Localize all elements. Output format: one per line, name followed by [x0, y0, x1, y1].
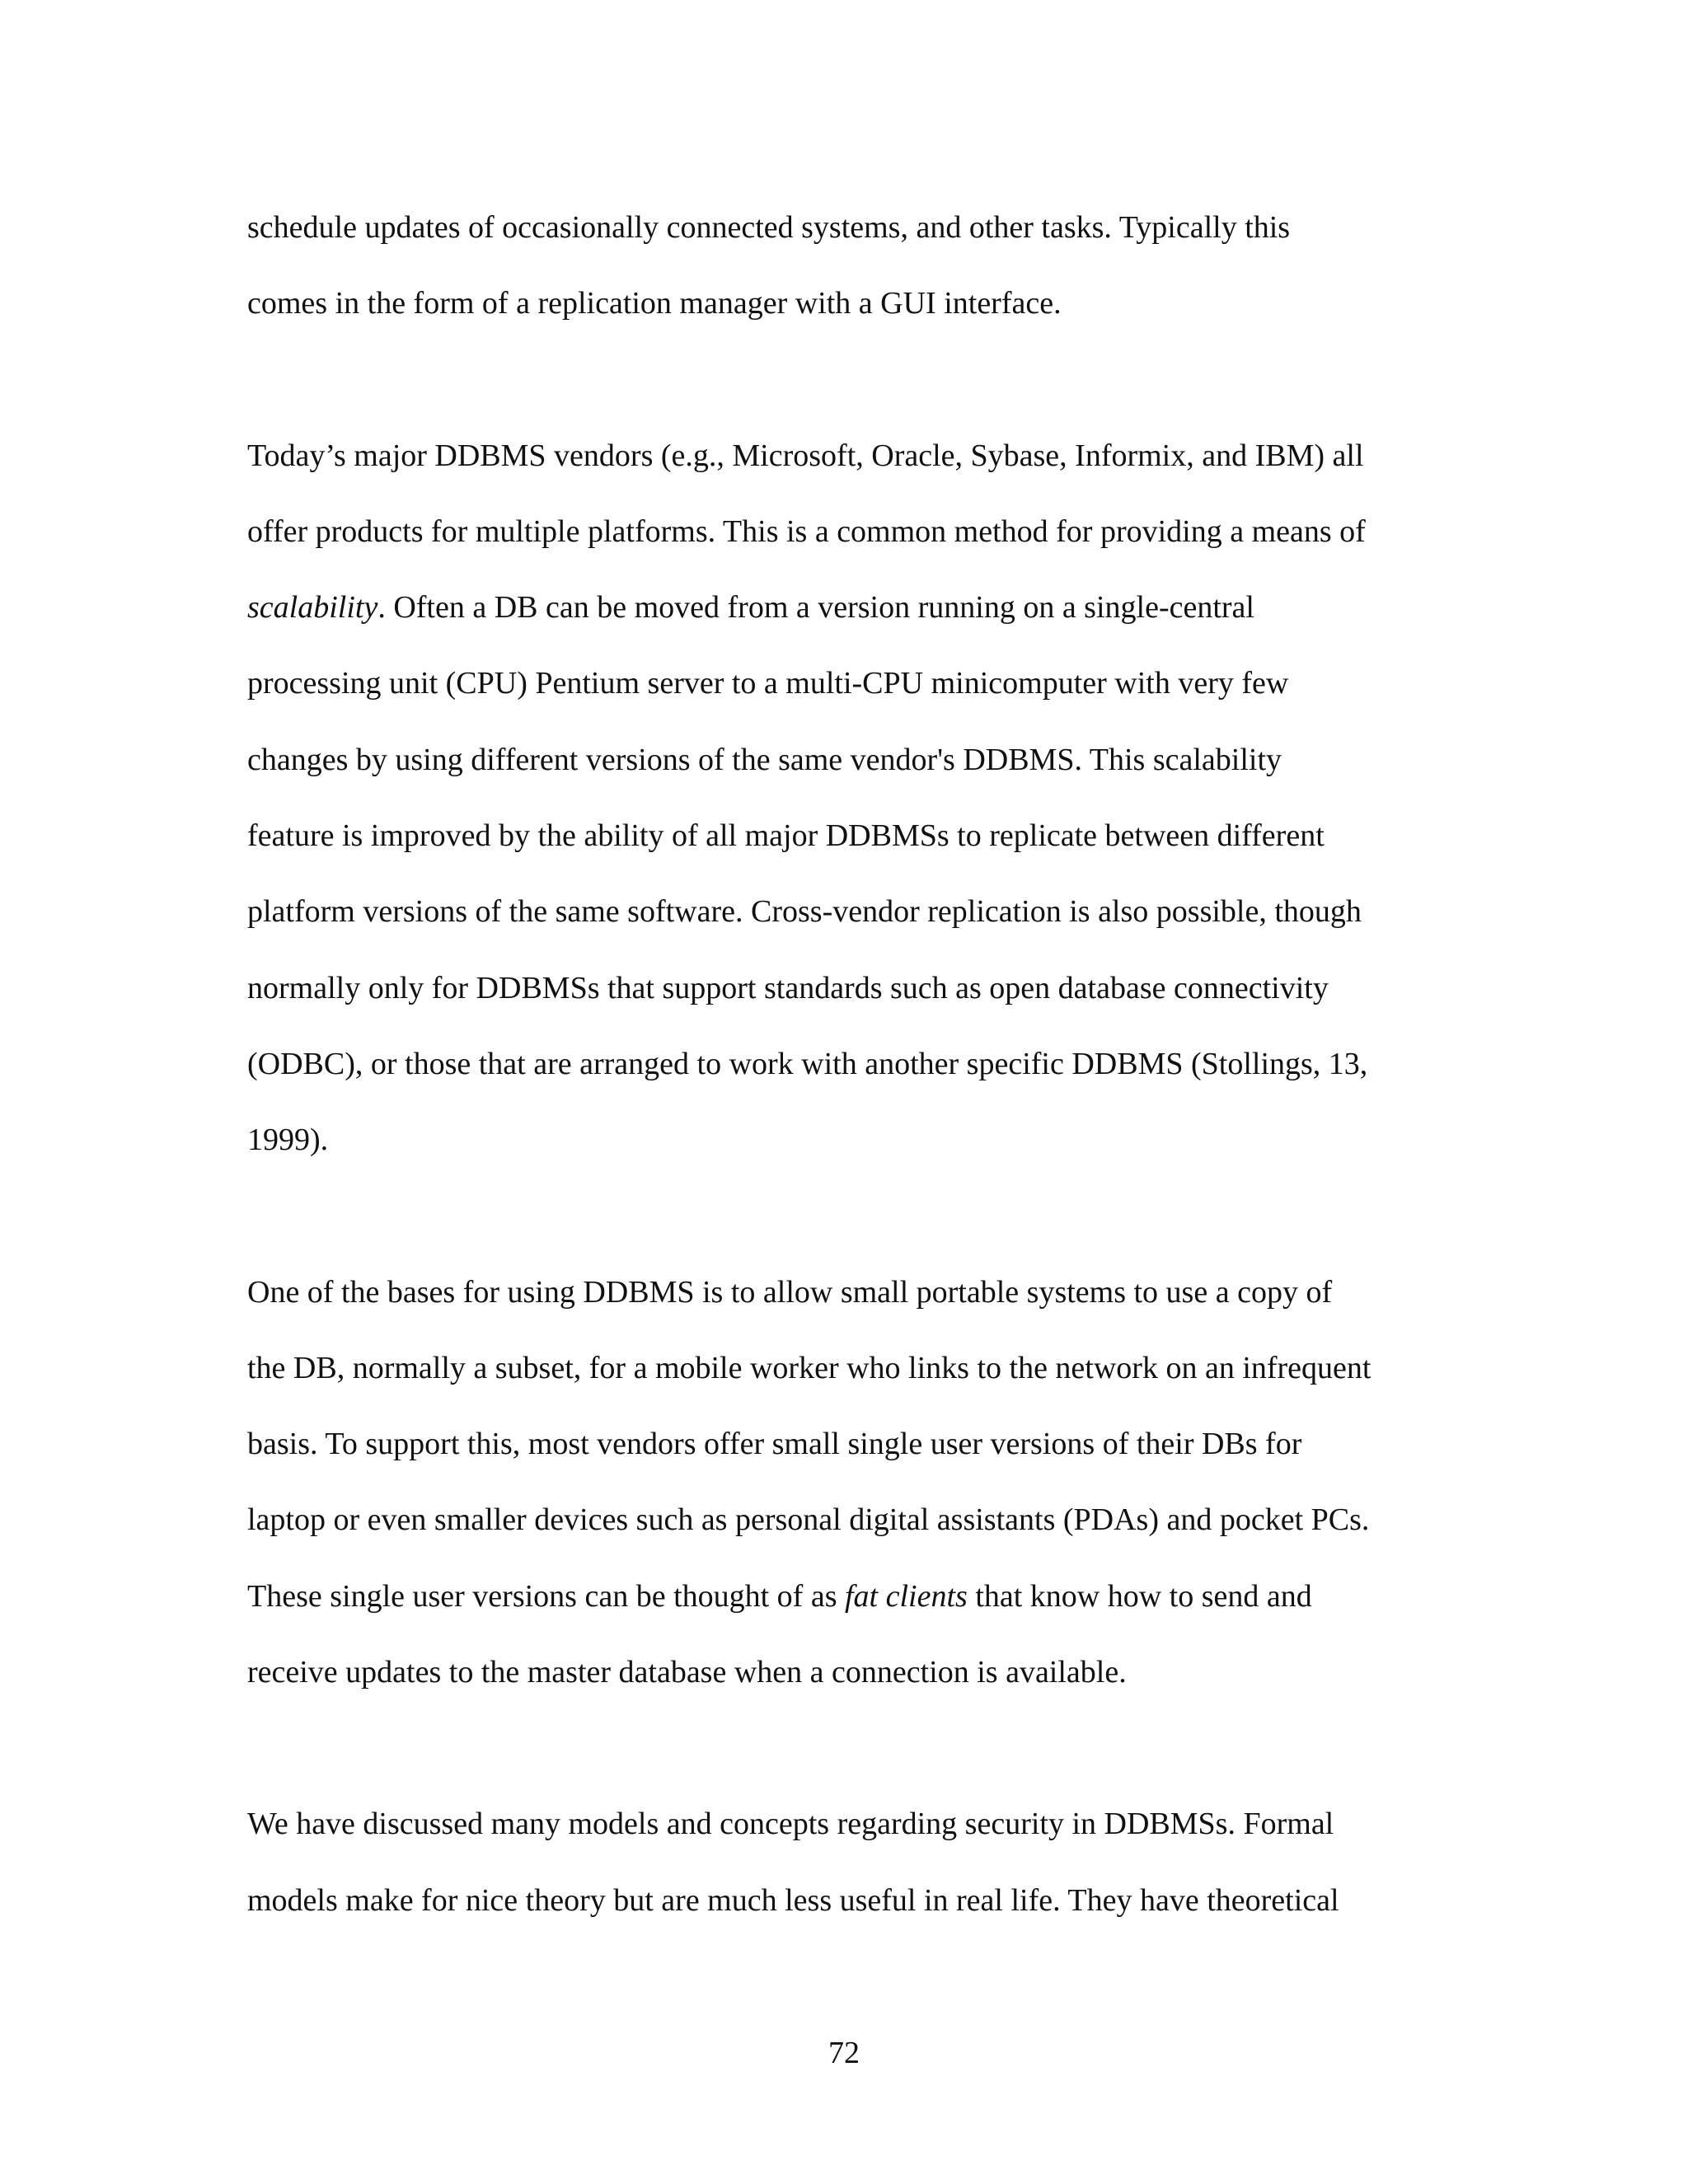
text-run: (ODBC), or those that are arranged to work with another specific DDBMS (Stollings, 13,: [247, 1046, 1368, 1081]
text-line: [247, 950, 1467, 1026]
page-number: 72: [828, 2036, 860, 2070]
text-line: [247, 1863, 1467, 1938]
text-run: schedule updates of occasionally connected systems, and other tasks. Typically this: [247, 210, 1291, 245]
text-run: We have discussed many models and concepts regarding security in DDBMSs. Formal: [247, 1807, 1334, 1842]
text-run: . Often a DB can be moved from a version running on a single-central: [377, 590, 1254, 626]
text-line: [247, 1786, 1467, 1862]
text-line: [247, 1634, 1467, 1710]
text-run: One of the bases for using DDBMS is to allow small portable systems to use a copy of: [247, 1274, 1333, 1310]
text-run: receive updates to the master database when a connection is available.: [247, 1655, 1127, 1690]
text-run: the DB, normally a subset, for a mobile worker who links to the network on an infrequent: [247, 1350, 1372, 1385]
text-line: [247, 1330, 1467, 1406]
text-line: [247, 190, 1467, 265]
text-line: [247, 645, 1467, 721]
text-line: [247, 494, 1467, 569]
text-line: [247, 418, 1467, 494]
text-run: feature is improved by the ability of all major DDBMSs to replicate between different: [247, 818, 1325, 854]
text-run: These single user versions can be thought of as: [247, 1578, 845, 1614]
paragraph: [247, 190, 1467, 342]
text-line: [247, 874, 1467, 949]
text-run: laptop or even smaller devices such as personal digital assistants (PDAs) and pocket PCs.: [247, 1502, 1370, 1538]
text-run: that know how to send and: [967, 1578, 1312, 1614]
text-run: basis. To support this, most vendors offer small single user versions of their DBs for: [247, 1427, 1302, 1462]
text-line: [247, 1406, 1467, 1482]
text-run: Today’s major DDBMS vendors (e.g., Microsoft, Oracle, Sybase, Informix, and IBM) all: [247, 438, 1364, 473]
text-line: [247, 722, 1467, 798]
text-line: [247, 1558, 1467, 1634]
text-run: changes by using different versions of the same vendor's DDBMS. This scalability: [247, 742, 1282, 777]
text-run: processing unit (CPU) Pentium server to a multi-CPU minicomputer with very few: [247, 666, 1289, 701]
paragraph: [247, 418, 1467, 1179]
text-line: [247, 1254, 1467, 1330]
text-run: models make for nice theory but are much less useful in real life. They have theoretical: [247, 1882, 1339, 1918]
text-line: [247, 1102, 1467, 1178]
text-line: [247, 569, 1467, 645]
text-run: comes in the form of a replication manager with a GUI interface.: [247, 286, 1062, 321]
italic-term: scalability: [247, 590, 378, 626]
text-line: [247, 798, 1467, 874]
text-run: offer products for multiple platforms. This is a common method for providing a means of: [247, 513, 1366, 549]
text-run: 1999).: [247, 1122, 329, 1158]
body-text: [247, 190, 1467, 1938]
italic-term: fat clients: [845, 1578, 968, 1614]
paragraph: [247, 1254, 1467, 1711]
text-line: [247, 1026, 1467, 1102]
text-run: normally only for DDBMSs that support standards such as open database connectivity: [247, 970, 1329, 1005]
paragraph: [247, 1786, 1467, 1938]
text-line: [247, 265, 1467, 341]
text-line: [247, 1482, 1467, 1558]
text-run: platform versions of the same software. Cross-vendor replication is also possible, though: [247, 894, 1362, 930]
